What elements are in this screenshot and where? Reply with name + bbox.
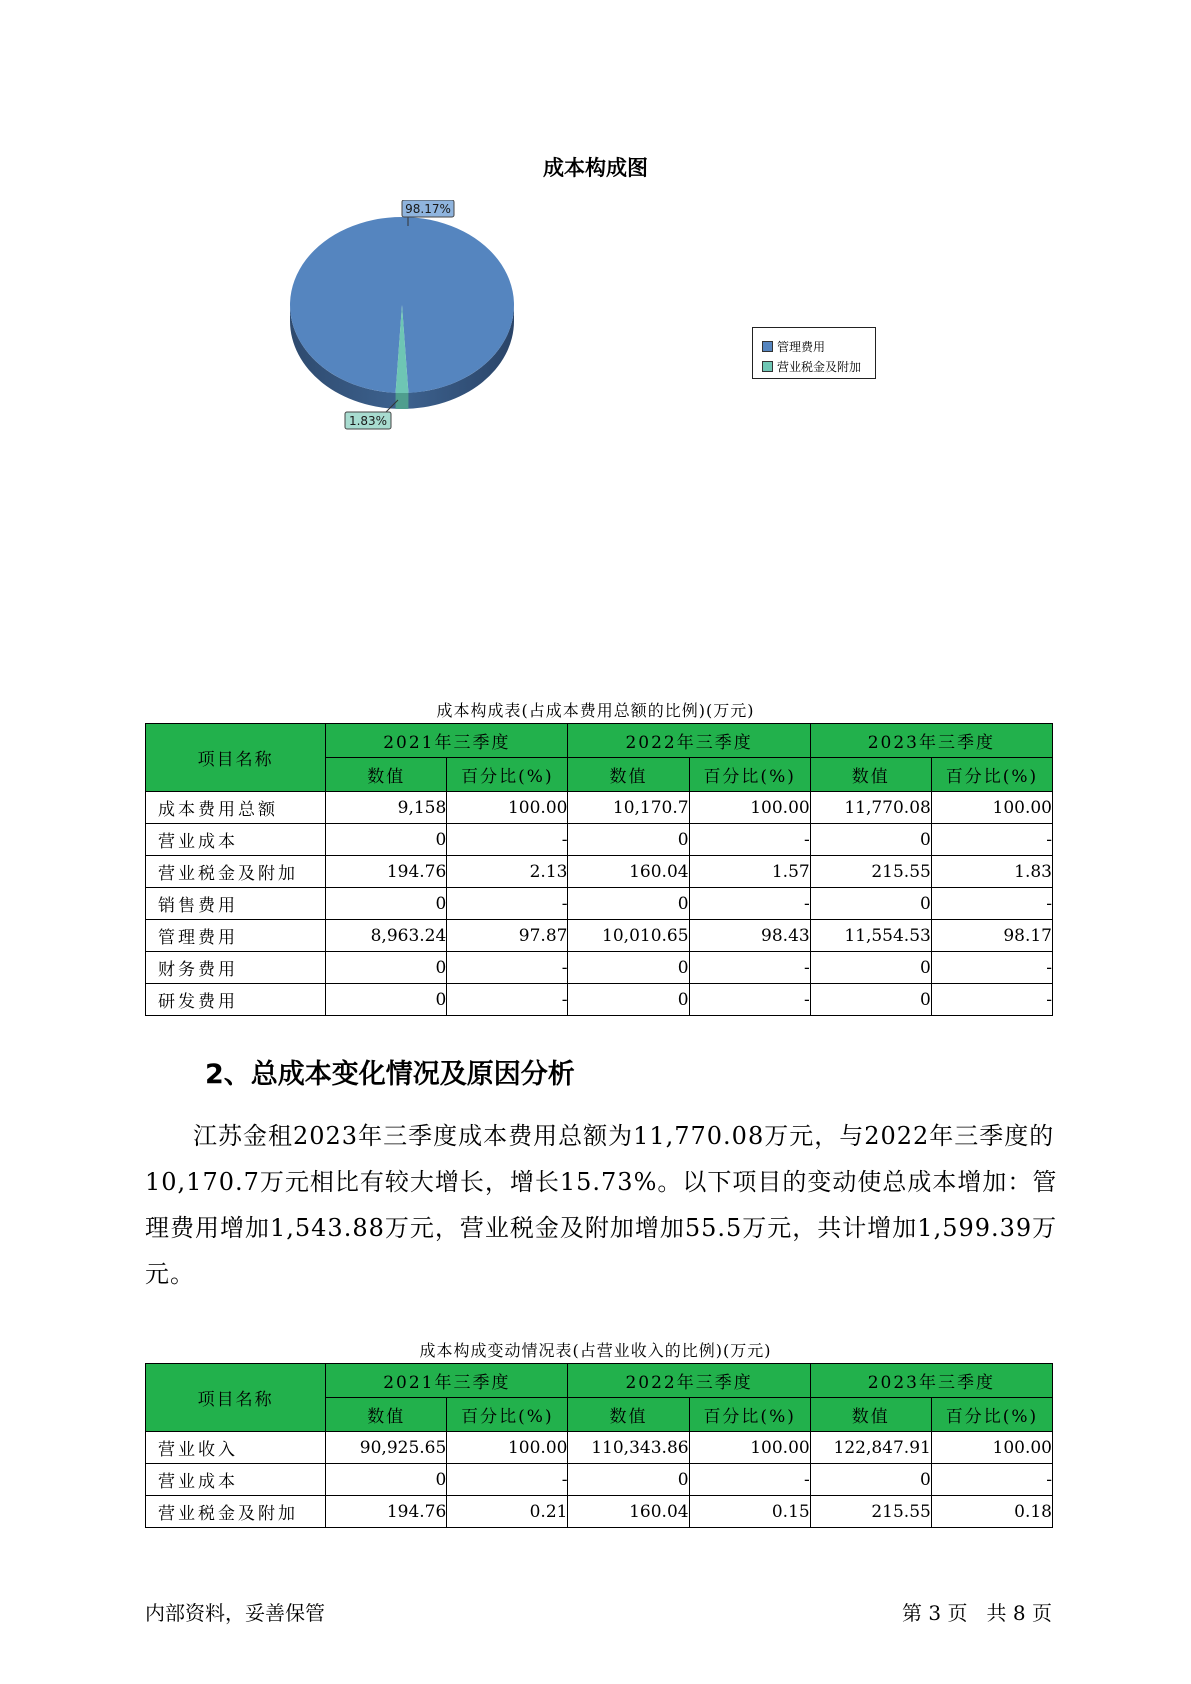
percent-cell: 97.87 (447, 920, 568, 952)
value-cell: 110,343.86 (568, 1432, 689, 1464)
value-cell: 90,925.65 (326, 1432, 447, 1464)
table-row (146, 792, 1053, 824)
percent-cell: - (447, 888, 568, 920)
analysis-paragraph: 江苏金租2023年三季度成本费用总额为11,770.08万元，与2022年三季度的10,170.7万元相比有较大增长，增长15.73%。以下项目的变动使总成本增加：管理费用增加1,543.88万元，营业税金及附加增加55.5万元，共计增加1,599.39万元。 (145, 1122, 1058, 1288)
table2-caption: 成本构成变动情况表(占营业收入的比例)(万元) (419, 1341, 772, 1360)
value-cell: 0 (568, 984, 689, 1016)
header-value: 数值 (568, 758, 689, 792)
value-cell: 0 (810, 984, 931, 1016)
value-cell: 194.76 (326, 856, 447, 888)
header-year: 2022年三季度 (568, 1364, 810, 1398)
header-year: 2023年三季度 (810, 724, 1052, 758)
header-item-name: 项目名称 (146, 1364, 326, 1432)
legend-label: 管理费用 (777, 339, 826, 354)
cost-structure-table (145, 723, 1053, 1016)
percent-cell: 0.15 (689, 1496, 810, 1528)
value-cell: 8,963.24 (326, 920, 447, 952)
header-item-name: 项目名称 (146, 724, 326, 792)
table-row (146, 824, 1053, 856)
value-cell: 0 (326, 984, 447, 1016)
header-percent: 百分比(%) (931, 758, 1052, 792)
row-label: 营业收入 (146, 1432, 326, 1464)
chart-legend (752, 327, 876, 379)
percent-cell: - (931, 1464, 1052, 1496)
section-heading: 2、总成本变化情况及原因分析 (205, 1059, 575, 1090)
percent-cell: - (447, 952, 568, 984)
row-label: 营业税金及附加 (146, 1496, 326, 1528)
percent-cell: - (689, 952, 810, 984)
header-value: 数值 (568, 1398, 689, 1432)
header-value: 数值 (810, 758, 931, 792)
value-cell: 0 (568, 888, 689, 920)
legend-label: 营业税金及附加 (777, 359, 862, 374)
row-label: 营业成本 (146, 1464, 326, 1496)
value-cell: 215.55 (810, 1496, 931, 1528)
percent-cell: - (931, 984, 1052, 1016)
chart-title: 成本构成图 (543, 156, 648, 180)
data-label: 98.17% (405, 202, 451, 216)
table-row (146, 1496, 1053, 1528)
value-cell: 0 (326, 824, 447, 856)
value-cell: 194.76 (326, 1496, 447, 1528)
header-percent: 百分比(%) (689, 1398, 810, 1432)
percent-cell: - (447, 1464, 568, 1496)
percent-cell: 100.00 (931, 1432, 1052, 1464)
row-label: 管理费用 (146, 920, 326, 952)
cost-pie-chart (290, 200, 590, 470)
value-cell: 0 (568, 1464, 689, 1496)
percent-cell: 1.57 (689, 856, 810, 888)
percent-cell: 100.00 (931, 792, 1052, 824)
data-label: 1.83% (348, 414, 388, 428)
footer-confidential: 内部资料，妥善保管 (145, 1601, 325, 1625)
header-year: 2022年三季度 (568, 724, 810, 758)
row-label: 财务费用 (146, 952, 326, 984)
percent-cell: 100.00 (447, 1432, 568, 1464)
table-row (146, 1432, 1053, 1464)
value-cell: 0 (568, 952, 689, 984)
value-cell: 0 (810, 952, 931, 984)
row-label: 营业税金及附加 (146, 856, 326, 888)
table-row (146, 856, 1053, 888)
row-label: 销售费用 (146, 888, 326, 920)
value-cell: 0 (326, 888, 447, 920)
table-row (146, 952, 1053, 984)
percent-cell: - (447, 984, 568, 1016)
value-cell: 10,170.7 (568, 792, 689, 824)
header-percent: 百分比(%) (689, 758, 810, 792)
header-year: 2021年三季度 (326, 1364, 568, 1398)
value-cell: 10,010.65 (568, 920, 689, 952)
percent-cell: - (931, 824, 1052, 856)
percent-cell: - (447, 824, 568, 856)
percent-cell: - (689, 888, 810, 920)
percent-cell: 1.83 (931, 856, 1052, 888)
value-cell: 0 (326, 1464, 447, 1496)
table1-caption: 成本构成表(占成本费用总额的比例)(万元) (436, 701, 755, 720)
percent-cell: 2.13 (447, 856, 568, 888)
header-value: 数值 (326, 1398, 447, 1432)
percent-cell: 98.17 (931, 920, 1052, 952)
legend-swatch-icon (762, 341, 773, 352)
legend-item (762, 336, 875, 356)
value-cell: 160.04 (568, 1496, 689, 1528)
percent-cell: 98.43 (689, 920, 810, 952)
percent-cell: 0.21 (447, 1496, 568, 1528)
row-label: 营业成本 (146, 824, 326, 856)
value-cell: 0 (568, 824, 689, 856)
percent-cell: - (931, 888, 1052, 920)
table-row (146, 1464, 1053, 1496)
value-cell: 160.04 (568, 856, 689, 888)
header-percent: 百分比(%) (447, 1398, 568, 1432)
table-row (146, 888, 1053, 920)
header-percent: 百分比(%) (931, 1398, 1052, 1432)
percent-cell: 100.00 (689, 792, 810, 824)
value-cell: 0 (810, 824, 931, 856)
value-cell: 0 (810, 888, 931, 920)
cost-change-table (145, 1363, 1053, 1528)
value-cell: 9,158 (326, 792, 447, 824)
percent-cell: 100.00 (447, 792, 568, 824)
percent-cell: - (689, 1464, 810, 1496)
value-cell: 11,770.08 (810, 792, 931, 824)
table-row (146, 920, 1053, 952)
legend-item (762, 356, 875, 376)
percent-cell: 0.18 (931, 1496, 1052, 1528)
header-year: 2021年三季度 (326, 724, 568, 758)
header-value: 数值 (810, 1398, 931, 1432)
value-cell: 11,554.53 (810, 920, 931, 952)
row-label: 成本费用总额 (146, 792, 326, 824)
header-percent: 百分比(%) (447, 758, 568, 792)
value-cell: 215.55 (810, 856, 931, 888)
value-cell: 0 (810, 1464, 931, 1496)
value-cell: 122,847.91 (810, 1432, 931, 1464)
header-year: 2023年三季度 (810, 1364, 1052, 1398)
value-cell: 0 (326, 952, 447, 984)
percent-cell: - (931, 952, 1052, 984)
legend-swatch-icon (762, 361, 773, 372)
table-row (146, 984, 1053, 1016)
row-label: 研发费用 (146, 984, 326, 1016)
percent-cell: - (689, 824, 810, 856)
percent-cell: - (689, 984, 810, 1016)
percent-cell: 100.00 (689, 1432, 810, 1464)
header-value: 数值 (326, 758, 447, 792)
footer-page-number: 第 3 页 共 8 页 (902, 1601, 1052, 1625)
